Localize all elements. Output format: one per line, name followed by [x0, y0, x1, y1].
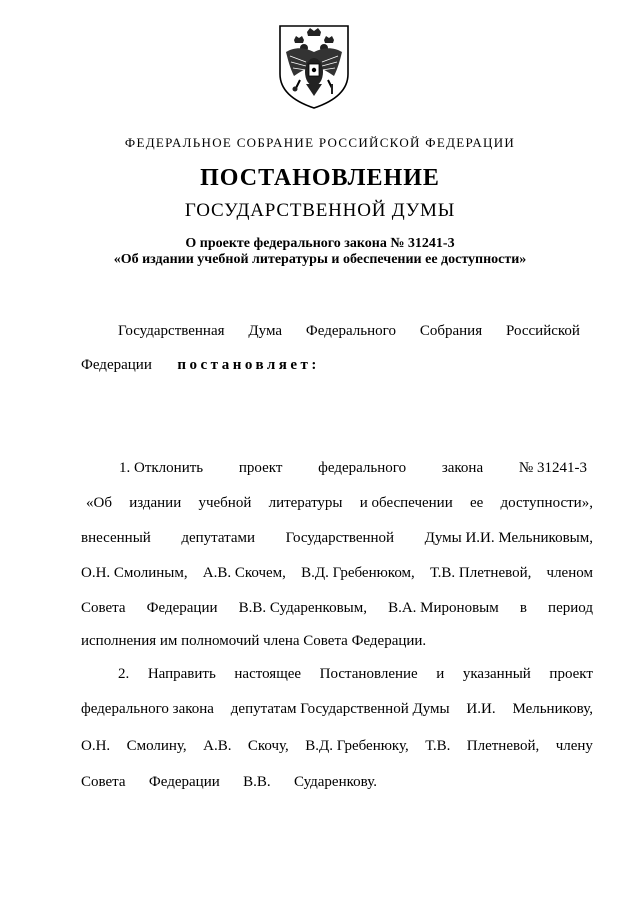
item2-word: депутатам Государственной Думы [230, 701, 450, 717]
item1-word: Думы И.И. Мельниковым, [424, 530, 593, 546]
item1-line-1 [119, 459, 587, 477]
item2-word: О.Н. [81, 738, 111, 754]
item2-word: проект [549, 666, 593, 682]
item1-word: федерального [318, 460, 407, 476]
item2-word: 2. [118, 666, 130, 682]
item2-word: члену [555, 738, 593, 754]
about-line-2: «Об издании учебной литературы и обеспечении ее доступности» [113, 252, 527, 267]
item2-word: Совета [81, 774, 126, 790]
item1-word: Т.В. Плетневой, [429, 565, 532, 581]
preamble-line2-start: Федерации [81, 357, 152, 373]
item2-line-3 [81, 737, 593, 755]
organization-name: ФЕДЕРАЛЬНОЕ СОБРАНИЕ РОССИЙСКОЙ ФЕДЕРАЦИИ [124, 135, 516, 150]
item1-word: О.Н. Смолиным, [81, 565, 188, 581]
item1-word: Федерации [146, 600, 218, 616]
item1-line-2 [86, 494, 593, 512]
preamble-word: Российской [506, 323, 580, 339]
item1-word: А.В. Скочем, [202, 565, 286, 581]
item2-word: В.Д. Гребенюку, [305, 738, 409, 754]
item1-word: В.А. Мироновым [388, 600, 499, 616]
item2-word: и [436, 666, 445, 682]
item2-line-4 [81, 773, 377, 791]
preamble-word: Дума [248, 323, 283, 339]
item1-word: внесенный [81, 530, 151, 546]
item1-word: доступности», [500, 495, 593, 511]
item1-word: депутатами [181, 530, 256, 546]
item1-line-3 [81, 529, 593, 547]
item2-word: федерального закона [81, 701, 214, 717]
item2-word: В.В. [243, 774, 271, 790]
preamble-word: Федерального [305, 323, 396, 339]
item1-word: период [548, 600, 593, 616]
item1-line-6: исполнения им полномочий члена Совета Федерации. [81, 633, 427, 649]
item2-word: Т.В. [425, 738, 451, 754]
preamble-line-1 [118, 322, 580, 340]
item2-word: А.В. [203, 738, 232, 754]
item2-word: Судаpенкову. [293, 774, 377, 790]
preamble-word: Государственная [118, 323, 225, 339]
item1-word: учебной [198, 495, 252, 511]
document-title: ПОСТАНОВЛЕНИЕ [200, 165, 440, 191]
preamble-line-2 [81, 356, 320, 374]
item2-word: И.И. [466, 701, 496, 717]
item2-word: указанный [462, 666, 531, 682]
item1-word: В.Д. Гребенюком, [301, 565, 415, 581]
item1-word: ее [469, 495, 484, 511]
item2-word: Мельникову, [512, 701, 593, 717]
decree-word: постановляет: [177, 357, 320, 373]
item1-word: В.В. Судаpенковым, [238, 600, 367, 616]
item2-word: настоящее [234, 666, 302, 682]
item1-word: литературы [268, 495, 343, 511]
item1-word: и обеспечении [359, 495, 453, 511]
item1-word: Государственной [285, 530, 395, 546]
item2-word: Постановление [319, 666, 418, 682]
item2-word: Смолину, [126, 738, 187, 754]
item2-word: Плетневой, [466, 738, 540, 754]
item1-word: проект [238, 460, 283, 476]
item1-line-4 [81, 564, 593, 582]
item1-word: № 31241-3 [518, 460, 587, 476]
item2-line-1 [118, 665, 593, 683]
item1-word: «Об [86, 495, 112, 511]
item2-line-2 [81, 700, 593, 718]
item1-word: членом [546, 565, 593, 581]
russian-coat-of-arms-icon [276, 22, 352, 110]
item2-word: Федерации [148, 774, 220, 790]
preamble-word: Собрания [419, 323, 483, 339]
item2-word: Направить [147, 666, 216, 682]
item1-word: закона [441, 460, 484, 476]
item1-word: Совета [81, 600, 126, 616]
item1-word: в [519, 600, 527, 616]
item1-line-5 [81, 599, 593, 617]
item1-word: 1. Отклонить [119, 460, 204, 476]
item2-word: Скочу, [247, 738, 289, 754]
about-line-1: О проекте федерального закона № 31241-3 [185, 236, 455, 251]
item1-word: издании [129, 495, 182, 511]
document-subtitle: ГОСУДАРСТВЕННОЙ ДУМЫ [184, 200, 456, 221]
